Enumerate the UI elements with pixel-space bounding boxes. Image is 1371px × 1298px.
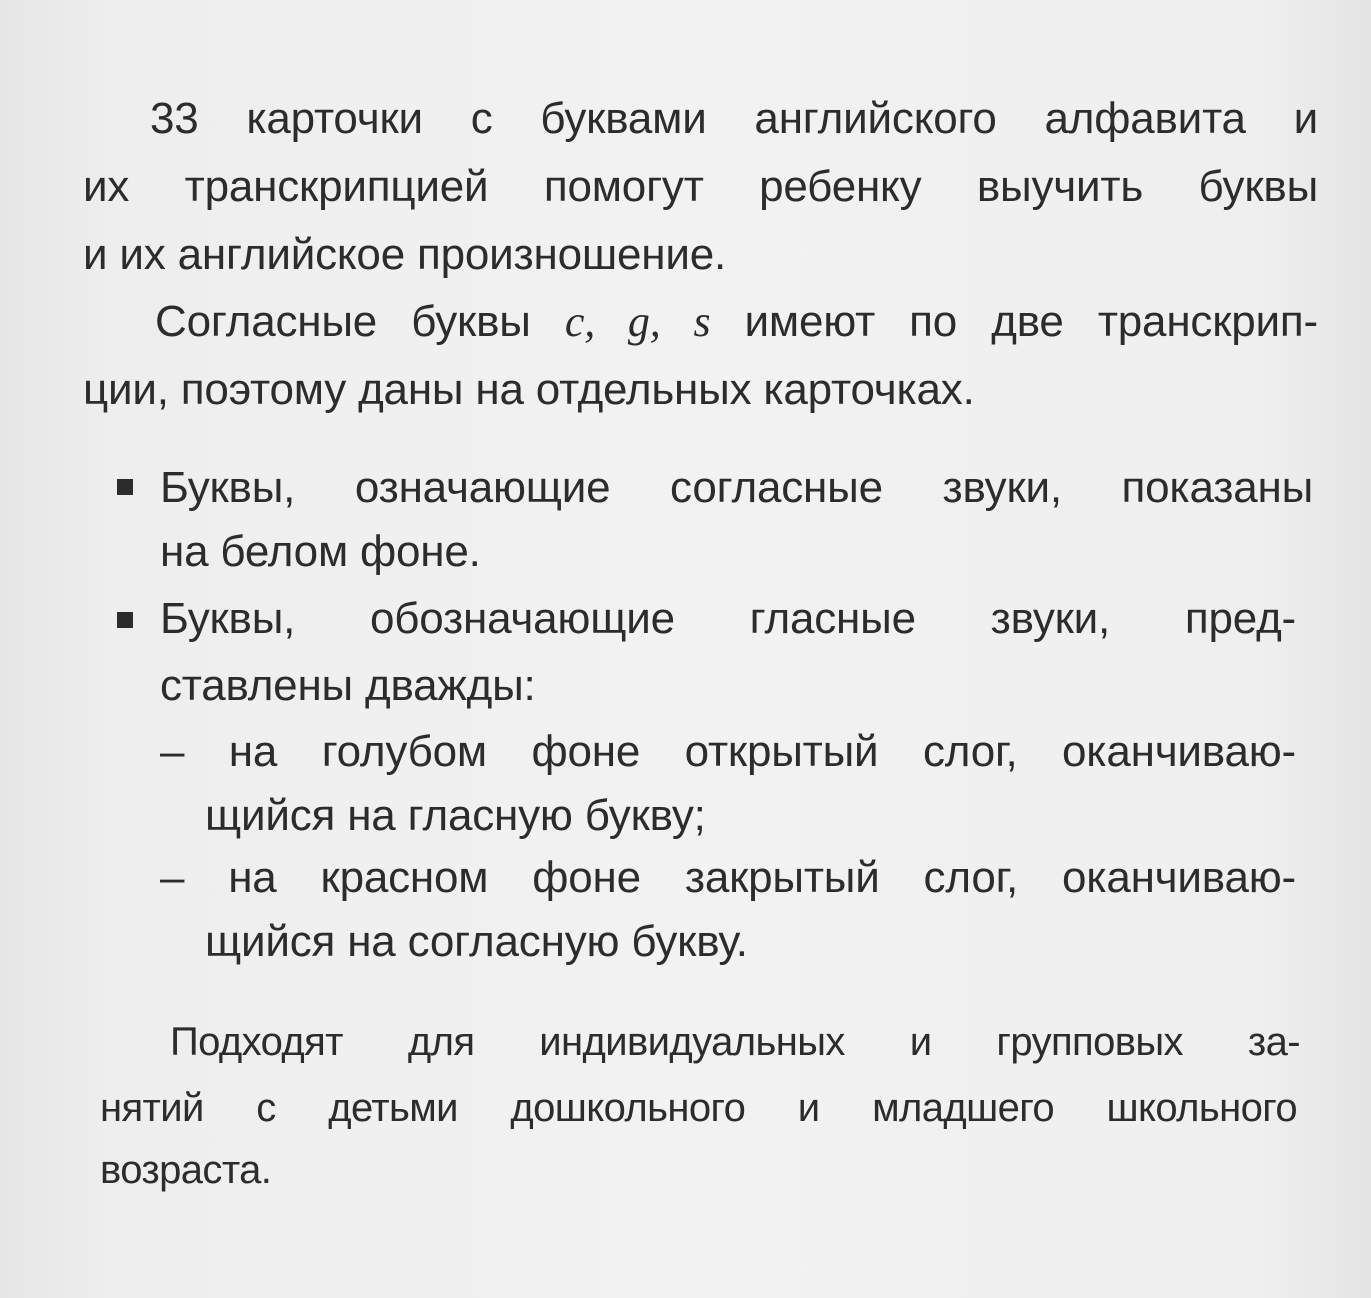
consonants-note-line-1 <box>155 297 1318 346</box>
bullet-2-line-2: ставлены дважды: <box>160 661 536 710</box>
consonants-note-line-2: ции, поэтому даны на отдельных карточках. <box>83 365 975 414</box>
bullet-square-icon <box>117 479 133 495</box>
consonants-note-text-start: Согласные буквы <box>155 297 565 346</box>
intro-line-3: и их английское произношение. <box>83 230 727 279</box>
intro-line-2: их транскрипцией помогут ребенку выучить буквы <box>83 162 1318 211</box>
intro-line-1: 33 карточки с буквами английского алфавита и <box>150 94 1318 143</box>
sub-item-1-line-1: – на голубом фоне открытый слог, оканчиваю- <box>160 727 1296 776</box>
audience-line-3: возраста. <box>100 1148 272 1192</box>
audience-line-2: нятий с детьми дошкольного и младшего школьного <box>100 1086 1297 1130</box>
audience-line-1: Подходят для индивидуальных и групповых за- <box>170 1020 1300 1064</box>
consonants-note-text-end: имеют по две транскрип- <box>710 297 1318 346</box>
bullet-1-line-2: на белом фоне. <box>160 527 481 576</box>
sub-item-2-line-1: – на красном фоне закрытый слог, оканчиваю- <box>160 853 1296 902</box>
sub-item-2-line-2: щийся на согласную букву. <box>205 917 748 966</box>
consonant-letters: c, g, s <box>564 297 711 346</box>
bullet-square-icon <box>117 612 133 628</box>
bullet-2-line-1: Буквы, обозначающие гласные звуки, пред- <box>160 594 1296 643</box>
bullet-1-line-1: Буквы, означающие согласные звуки, показаны <box>160 463 1313 512</box>
sub-item-1-line-2: щийся на гласную букву; <box>205 791 706 840</box>
